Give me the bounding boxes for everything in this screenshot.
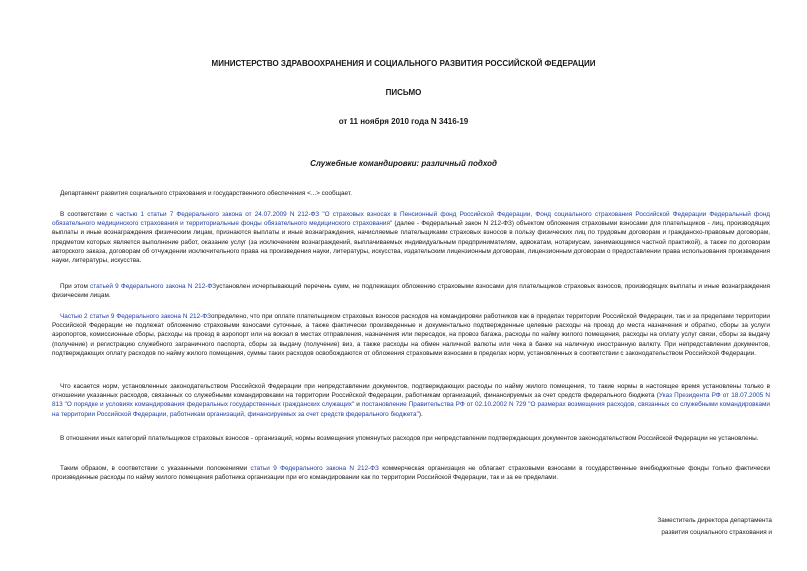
paragraph-2 <box>52 282 770 300</box>
paragraph-6 <box>52 464 770 482</box>
signature-line-2: развития социального страхования и <box>661 529 772 536</box>
paragraph-4-mid: и <box>354 401 362 409</box>
paragraph-4 <box>52 382 770 419</box>
paragraph-3 <box>52 312 770 358</box>
paragraph-6-post: коммерческая организация не облагает страховыми взносами в государственные внебюджетные фонды только фактически произведенные расходы по найму жилого помещения работника организации при его командировании как по территории Российской Федерации, так и за ее пределами. <box>52 465 770 482</box>
law-212-article-9-part-2-link[interactable]: Частью 2 статьи 9 Федерального закона N 212-ФЗ <box>60 313 211 320</box>
paragraph-4-pre: Что касается норм, установленных законодательством Российской Федерации при непредставлении документов, подтверждающих расходы по найму жилого помещения, то такие нормы в настоящее время установлены только в отношении указанных расходов, связанных со служебными командировками на территории Российской Федерации, работникам организаций, финансируемых за счет средств федерального бюджета ( <box>52 383 770 400</box>
law-212-article-9-link[interactable]: статьей 9 Федерального закона N 212-ФЗ <box>90 283 217 290</box>
law-212-article-7-link[interactable]: частью 1 статьи 7 Федерального закона от 24.07.2009 N 212-ФЗ <box>116 211 320 218</box>
law-212-article-9-link-2[interactable]: статьи 9 Федерального закона N 212-ФЗ <box>250 465 379 472</box>
law-212-title-link[interactable]: "О страховых взносах в Пенсионный фонд Российской Федерации, Фонд социального страхования Российской Федерации Федеральный фонд обязательного медицинского страхования и территориальные фонды обязательного медицинского страхования" <box>52 211 771 228</box>
intro-text: Департамент развития социального страхования и государственного обеспечения <...> сообщает. <box>60 190 352 197</box>
paragraph-4-post: ). <box>418 410 423 418</box>
ministry-heading: МИНИСТЕРСТВО ЗДРАВООХРАНЕНИЯ И СОЦИАЛЬНОГО РАЗВИТИЯ РОССИЙСКОЙ ФЕДЕРАЦИИ <box>211 59 596 68</box>
government-resolution-729-link[interactable]: постановление Правительства РФ от 02.10.2002 N 729 "О размерах возмещения расходов, связанных со служебными командировками на территории Российской Федерации, работникам организаций, финансируемых за счет средств федерального бюджета" <box>52 401 770 418</box>
paragraph-1-pre: В соответствии с <box>60 211 117 218</box>
paragraph-5-text: В отношении иных категорий плательщиков страховых взносов - организаций, нормы возмещения упомянутых расходов при непредставлении подтверждающих документов законодательством Российской Федерации не установлены. <box>60 435 759 442</box>
paragraph-2-post: установлен исчерпывающий перечень сумм, не подлежащих обложению страховыми взносами для плательщиков страховых взносов, производящих выплаты и иные вознаграждения физическим лицам. <box>52 283 770 300</box>
document-date-number: от 11 ноября 2010 года N 3416-19 <box>338 117 469 126</box>
paragraph-5 <box>52 434 770 443</box>
paragraph-3-post: определено, что при оплате плательщиком страховых взносов расходов на командировки работников как в пределах территории Российской Федерации, так и за пределами территории Российской Федерации не подлежат обложению страховыми взносами суточные, а также фактически произведенные и документально подтвержденные целевые расходы на проезд до места назначения и обратно, сборы за услуги аэропортов, комиссионные сборы, расходы на проезд в аэропорт или на вокзал в местах отправления, назначения или пересадок, на провоз багажа, расходы по найму жилого помещения, расходы на оплату услуг связи, сборы за выдачу (получение) и регистрацию служебного заграничного паспорта, сборы за выдачу (получение) виз, а также расходы на обмен наличной валюты или чека в банке на наличную иностранную валюту. При непредставлении документов, подтверждающих оплату расходов по найму жилого помещения, суммы таких расходов освобождаются от обложения страховыми взносами в пределах норм, установленных в соответствии с законодательством Российской Федерации. <box>52 313 770 357</box>
document-subject: Служебные командировки: различный подход <box>310 159 497 168</box>
document-type-heading: ПИСЬМО <box>385 88 422 97</box>
paragraph-6-pre: Таким образом, в соответствии с указанными положениями <box>60 465 251 472</box>
signature-line-1: Заместитель директора департамента <box>657 517 772 524</box>
intro-paragraph <box>52 189 770 198</box>
paragraph-1-post: (далее - Федеральный закон N 212-ФЗ) объектом обложения страховыми взносами для плательщиков - лиц, производящих выплаты и иные вознаграждения физическим лицам, признаются выплаты и иные вознаграждения, начисляемые плательщиками страховых взносов в пользу физических лиц по трудовым договорам и гражданско-правовым договорам, предметом которых является выполнение работ, оказание услуг (за исключением вознаграждений, выплачиваемых индивидуальным предпринимателям, адвокатам, нотариусам, занимающимся частной практикой), а также по договорам авторского заказа, договорам об отчуждении исключительного права на произведения науки, литературы, искусства, издательским лицензионным договорам, лицензионным договорам о предоставлении права использования произведения науки, литературы, искусства. <box>52 220 770 265</box>
presidential-decree-813-link[interactable]: Указ Президента РФ от 18.07.2005 N 813 "О порядке и условиях командирования федеральных государственных гражданских служащих" <box>52 392 770 409</box>
paragraph-2-pre: При этом <box>60 283 91 290</box>
paragraph-1 <box>52 210 770 265</box>
